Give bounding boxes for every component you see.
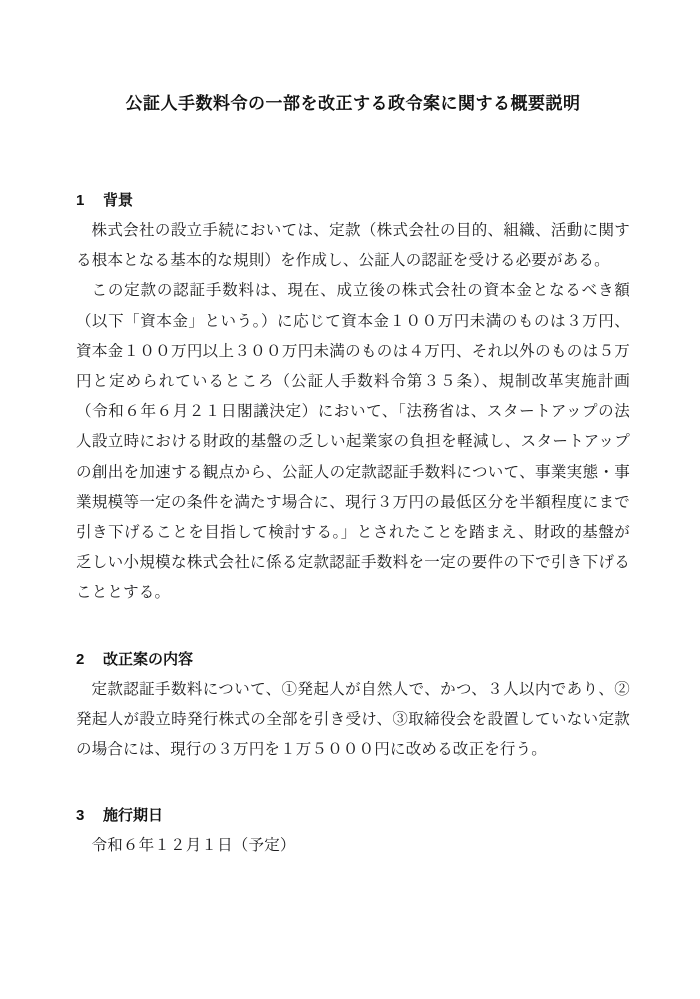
document-title: 公証人手数料令の一部を改正する政令案に関する概要説明: [125, 94, 581, 113]
section-heading-label: 施行期日: [103, 807, 164, 825]
section-heading-effective-date: [76, 801, 630, 831]
section-number: 1: [76, 192, 85, 209]
effective-date-text: 令和６年１２月１日（予定）: [91, 837, 296, 855]
section-number: 3: [76, 807, 85, 825]
section-effective-date: [76, 801, 630, 861]
section-background: [76, 186, 630, 609]
section-heading-label: 背景: [103, 192, 134, 209]
section-number: 2: [76, 650, 85, 668]
section-heading-label: 改正案の内容: [103, 650, 194, 668]
section-heading-background: [76, 186, 630, 216]
background-paragraph-1: 株式会社の設立手続においては、定款（株式会社の目的、組織、活動に関する根本となる基本的な規則）を作成し、公証人の認証を受ける必要がある。: [76, 222, 630, 270]
background-paragraph-2: この定款の認証手数料は、現在、成立後の株式会社の資本金となるべき額（以下「資本金」という。）に応じて資本金１００万円未満のものは３万円、資本金１００万円以上３００万円未満のものは４万円、それ以外のものは５万円と定められているところ（公証人手数料令第３５条）、規制改革実施計画（令和６年６月２１日閣議決定）において、「法務省は、スタートアップの法人設立時における財政的基盤の乏しい起業家の負担を軽減し、スタートアップの創出を加速する観点から、公証人の定款認証手数料について、事業実態・事業規模等一定の条件を満たす場合に、現行３万円の最低区分を半額程度にまで引き下げることを目指して検討する。」とされたことを踏まえ、財政的基盤が乏しい小規模な株式会社に係る定款認証手数料を一定の要件の下で引き下げることとする。: [76, 282, 630, 602]
section-heading-amendment: [76, 645, 630, 675]
section-amendment-content: [76, 645, 630, 766]
amendment-paragraph-1: 定款認証手数料について、①発起人が自然人で、かつ、３人以内であり、②発起人が設立時発行株式の全部を引き受け、③取締役会を設置していない定款の場合には、現行の３万円を１万５０００円に改める改正を行う。: [76, 680, 630, 759]
